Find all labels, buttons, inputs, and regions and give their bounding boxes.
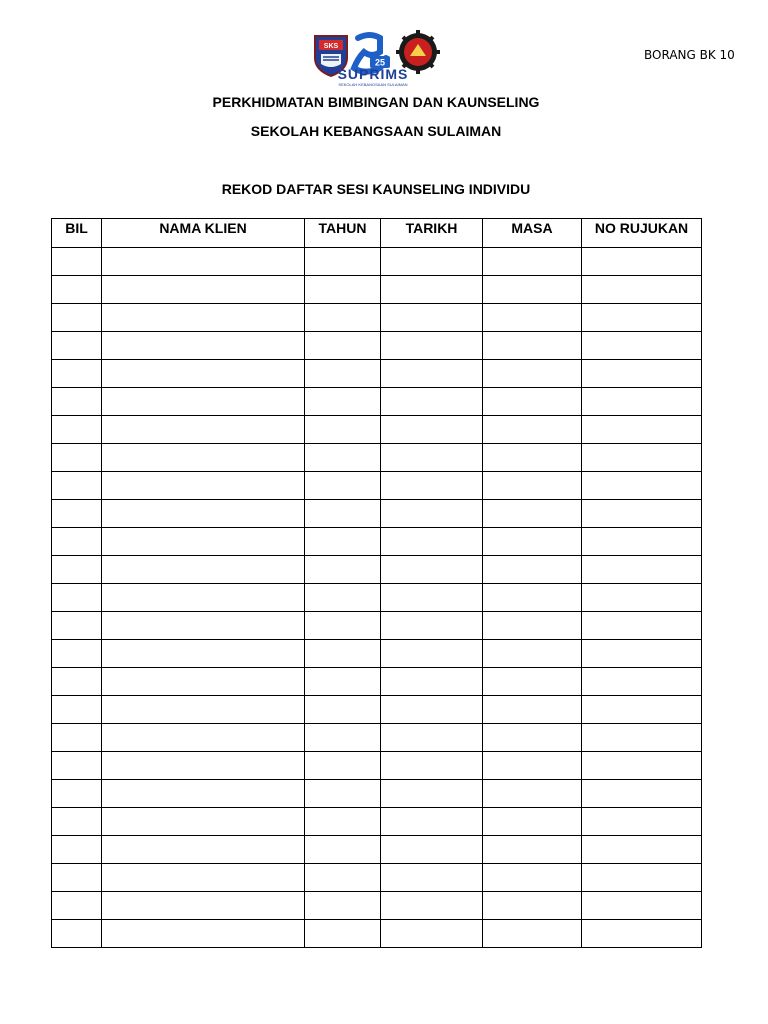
cell-bil[interactable]: [52, 724, 102, 752]
cell-no-rujukan[interactable]: [582, 528, 702, 556]
cell-bil[interactable]: [52, 276, 102, 304]
cell-no-rujukan[interactable]: [582, 864, 702, 892]
cell-tahun[interactable]: [305, 864, 381, 892]
table-row: [52, 836, 702, 864]
cell-bil[interactable]: [52, 500, 102, 528]
table-body: [52, 248, 702, 948]
cell-bil[interactable]: [52, 388, 102, 416]
cell-tarikh[interactable]: [381, 500, 483, 528]
cell-tarikh[interactable]: [381, 612, 483, 640]
cell-nama-klien[interactable]: [102, 584, 305, 612]
table-row: [52, 248, 702, 276]
cell-masa[interactable]: [483, 780, 582, 808]
cell-tahun[interactable]: [305, 808, 381, 836]
school-heading: SEKOLAH KEBANGSAAN SULAIMAN: [250, 123, 502, 139]
cell-tahun[interactable]: [305, 444, 381, 472]
column-header-bil: BIL: [52, 219, 102, 248]
cell-nama-klien[interactable]: [102, 332, 305, 360]
school-logo-group: [310, 30, 440, 88]
table-row: [52, 780, 702, 808]
cell-bil[interactable]: [52, 640, 102, 668]
cell-tahun[interactable]: [305, 472, 381, 500]
cell-bil[interactable]: [52, 528, 102, 556]
cell-no-rujukan[interactable]: [582, 332, 702, 360]
cell-tarikh[interactable]: [381, 892, 483, 920]
cell-no-rujukan[interactable]: [582, 556, 702, 584]
cell-masa[interactable]: [483, 528, 582, 556]
cell-tahun[interactable]: [305, 416, 381, 444]
table-header-row: [52, 219, 702, 248]
form-code: BORANG BK 10: [644, 48, 735, 62]
cell-tahun[interactable]: [305, 724, 381, 752]
cell-no-rujukan[interactable]: [582, 920, 702, 948]
cell-no-rujukan[interactable]: [582, 304, 702, 332]
table-row: [52, 444, 702, 472]
school-logo-graphic: [310, 30, 440, 88]
cell-nama-klien[interactable]: [102, 416, 305, 444]
cell-tahun[interactable]: [305, 696, 381, 724]
cell-bil[interactable]: [52, 668, 102, 696]
cell-masa[interactable]: [483, 472, 582, 500]
cell-no-rujukan[interactable]: [582, 444, 702, 472]
cell-tarikh[interactable]: [381, 556, 483, 584]
column-header-tarikh: TARIKH: [381, 219, 483, 248]
cell-tarikh[interactable]: [381, 332, 483, 360]
cell-tarikh[interactable]: [381, 444, 483, 472]
service-heading: PERKHIDMATAN BIMBINGAN DAN KAUNSELING: [212, 94, 540, 110]
cell-masa[interactable]: [483, 668, 582, 696]
cell-bil[interactable]: [52, 808, 102, 836]
cell-no-rujukan[interactable]: [582, 668, 702, 696]
table-row: [52, 864, 702, 892]
cell-nama-klien[interactable]: [102, 248, 305, 276]
table-row: [52, 276, 702, 304]
cell-bil[interactable]: [52, 892, 102, 920]
cell-bil[interactable]: [52, 332, 102, 360]
cell-no-rujukan[interactable]: [582, 500, 702, 528]
table-row: [52, 500, 702, 528]
cell-tahun[interactable]: [305, 836, 381, 864]
cell-masa[interactable]: [483, 332, 582, 360]
cell-nama-klien[interactable]: [102, 612, 305, 640]
cell-tahun[interactable]: [305, 780, 381, 808]
cell-no-rujukan[interactable]: [582, 836, 702, 864]
column-header-no-rujukan: NO RUJUKAN: [582, 219, 702, 248]
table-row: [52, 472, 702, 500]
cell-nama-klien[interactable]: [102, 696, 305, 724]
cell-nama-klien[interactable]: [102, 920, 305, 948]
table-row: [52, 668, 702, 696]
column-header-masa: MASA: [483, 219, 582, 248]
cell-tahun[interactable]: [305, 248, 381, 276]
cell-nama-klien[interactable]: [102, 304, 305, 332]
cell-tahun[interactable]: [305, 668, 381, 696]
cell-masa[interactable]: [483, 724, 582, 752]
cell-no-rujukan[interactable]: [582, 612, 702, 640]
column-header-nama-klien: NAMA KLIEN: [102, 219, 305, 248]
cell-tahun[interactable]: [305, 920, 381, 948]
cell-tarikh[interactable]: [381, 304, 483, 332]
cell-tarikh[interactable]: [381, 584, 483, 612]
cell-no-rujukan[interactable]: [582, 388, 702, 416]
cell-masa[interactable]: [483, 920, 582, 948]
table-row: [52, 640, 702, 668]
cell-tarikh[interactable]: [381, 248, 483, 276]
cell-masa[interactable]: [483, 416, 582, 444]
cell-tarikh[interactable]: [381, 668, 483, 696]
cell-bil[interactable]: [52, 472, 102, 500]
cell-tahun[interactable]: [305, 388, 381, 416]
cell-tahun[interactable]: [305, 332, 381, 360]
cell-no-rujukan[interactable]: [582, 248, 702, 276]
cell-masa[interactable]: [483, 892, 582, 920]
cell-bil[interactable]: [52, 612, 102, 640]
cell-tarikh[interactable]: [381, 528, 483, 556]
cell-masa[interactable]: [483, 752, 582, 780]
cell-tahun[interactable]: [305, 556, 381, 584]
cell-no-rujukan[interactable]: [582, 640, 702, 668]
cell-no-rujukan[interactable]: [582, 472, 702, 500]
cell-tarikh[interactable]: [381, 920, 483, 948]
cell-nama-klien[interactable]: [102, 556, 305, 584]
cell-masa[interactable]: [483, 304, 582, 332]
cell-bil[interactable]: [52, 556, 102, 584]
table-row: [52, 892, 702, 920]
cell-bil[interactable]: [52, 920, 102, 948]
cell-nama-klien[interactable]: [102, 388, 305, 416]
table-row: [52, 360, 702, 388]
svg-text:SKS: SKS: [323, 43, 339, 50]
cell-bil[interactable]: [52, 304, 102, 332]
cell-tahun[interactable]: [305, 892, 381, 920]
cell-no-rujukan[interactable]: [582, 892, 702, 920]
table-row: [52, 920, 702, 948]
cell-tahun[interactable]: [305, 584, 381, 612]
logo-wordmark: SUPRIMS: [337, 66, 409, 82]
cell-tarikh[interactable]: [381, 696, 483, 724]
cell-tarikh[interactable]: [381, 836, 483, 864]
logo-subtext: SEKOLAH KEBANGSAAN SULAIMAN: [338, 82, 408, 87]
cell-masa[interactable]: [483, 556, 582, 584]
cell-masa[interactable]: [483, 388, 582, 416]
cell-no-rujukan[interactable]: [582, 276, 702, 304]
cell-masa[interactable]: [483, 864, 582, 892]
cell-bil[interactable]: [52, 752, 102, 780]
cell-tahun[interactable]: [305, 752, 381, 780]
cell-bil[interactable]: [52, 584, 102, 612]
cell-no-rujukan[interactable]: [582, 808, 702, 836]
cell-masa[interactable]: [483, 360, 582, 388]
cell-masa[interactable]: [483, 808, 582, 836]
cell-masa[interactable]: [483, 500, 582, 528]
cell-tarikh[interactable]: [381, 808, 483, 836]
cell-tarikh[interactable]: [381, 640, 483, 668]
table-row: [52, 556, 702, 584]
cell-masa[interactable]: [483, 836, 582, 864]
cell-masa[interactable]: [483, 584, 582, 612]
cell-nama-klien[interactable]: [102, 892, 305, 920]
cell-no-rujukan[interactable]: [582, 584, 702, 612]
cell-nama-klien[interactable]: [102, 836, 305, 864]
cell-no-rujukan[interactable]: [582, 752, 702, 780]
cell-nama-klien[interactable]: [102, 780, 305, 808]
cell-tahun[interactable]: [305, 500, 381, 528]
table-row: [52, 612, 702, 640]
cell-no-rujukan[interactable]: [582, 416, 702, 444]
cell-nama-klien[interactable]: [102, 360, 305, 388]
cell-masa[interactable]: [483, 696, 582, 724]
table-row: [52, 332, 702, 360]
table-row: [52, 416, 702, 444]
table-row: [52, 696, 702, 724]
cell-tarikh[interactable]: [381, 416, 483, 444]
cell-tahun[interactable]: [305, 640, 381, 668]
table-row: [52, 724, 702, 752]
form-title: REKOD DAFTAR SESI KAUNSELING INDIVIDU: [221, 181, 531, 197]
cell-tarikh[interactable]: [381, 360, 483, 388]
cell-tahun[interactable]: [305, 612, 381, 640]
cell-bil[interactable]: [52, 444, 102, 472]
table-row: [52, 528, 702, 556]
cell-tarikh[interactable]: [381, 780, 483, 808]
cell-nama-klien[interactable]: [102, 472, 305, 500]
table-row: [52, 808, 702, 836]
cell-nama-klien[interactable]: [102, 276, 305, 304]
cell-no-rujukan[interactable]: [582, 780, 702, 808]
cell-masa[interactable]: [483, 444, 582, 472]
cell-tarikh[interactable]: [381, 864, 483, 892]
cell-nama-klien[interactable]: [102, 444, 305, 472]
cell-nama-klien[interactable]: [102, 864, 305, 892]
cell-masa[interactable]: [483, 248, 582, 276]
table-row: [52, 584, 702, 612]
cell-no-rujukan[interactable]: [582, 360, 702, 388]
cell-tarikh[interactable]: [381, 472, 483, 500]
cell-tahun[interactable]: [305, 360, 381, 388]
cell-tarikh[interactable]: [381, 752, 483, 780]
cell-bil[interactable]: [52, 248, 102, 276]
cell-bil[interactable]: [52, 696, 102, 724]
counseling-register-table: [51, 218, 702, 948]
cell-bil[interactable]: [52, 864, 102, 892]
table-row: [52, 752, 702, 780]
logo-digits: 25: [374, 57, 386, 68]
cell-bil[interactable]: [52, 780, 102, 808]
cell-masa[interactable]: [483, 276, 582, 304]
table-row: [52, 304, 702, 332]
cell-tarikh[interactable]: [381, 388, 483, 416]
cell-nama-klien[interactable]: [102, 500, 305, 528]
cell-nama-klien[interactable]: [102, 640, 305, 668]
cell-tahun[interactable]: [305, 276, 381, 304]
cell-nama-klien[interactable]: [102, 724, 305, 752]
cell-nama-klien[interactable]: [102, 668, 305, 696]
cell-bil[interactable]: [52, 360, 102, 388]
cell-bil[interactable]: [52, 416, 102, 444]
table-row: [52, 388, 702, 416]
cell-nama-klien[interactable]: [102, 528, 305, 556]
cell-tarikh[interactable]: [381, 724, 483, 752]
cell-bil[interactable]: [52, 836, 102, 864]
cell-tahun[interactable]: [305, 304, 381, 332]
cell-nama-klien[interactable]: [102, 752, 305, 780]
cell-no-rujukan[interactable]: [582, 724, 702, 752]
cell-masa[interactable]: [483, 640, 582, 668]
cell-masa[interactable]: [483, 612, 582, 640]
cell-tarikh[interactable]: [381, 276, 483, 304]
cell-tahun[interactable]: [305, 528, 381, 556]
cell-nama-klien[interactable]: [102, 808, 305, 836]
column-header-tahun: TAHUN: [305, 219, 381, 248]
cell-no-rujukan[interactable]: [582, 696, 702, 724]
